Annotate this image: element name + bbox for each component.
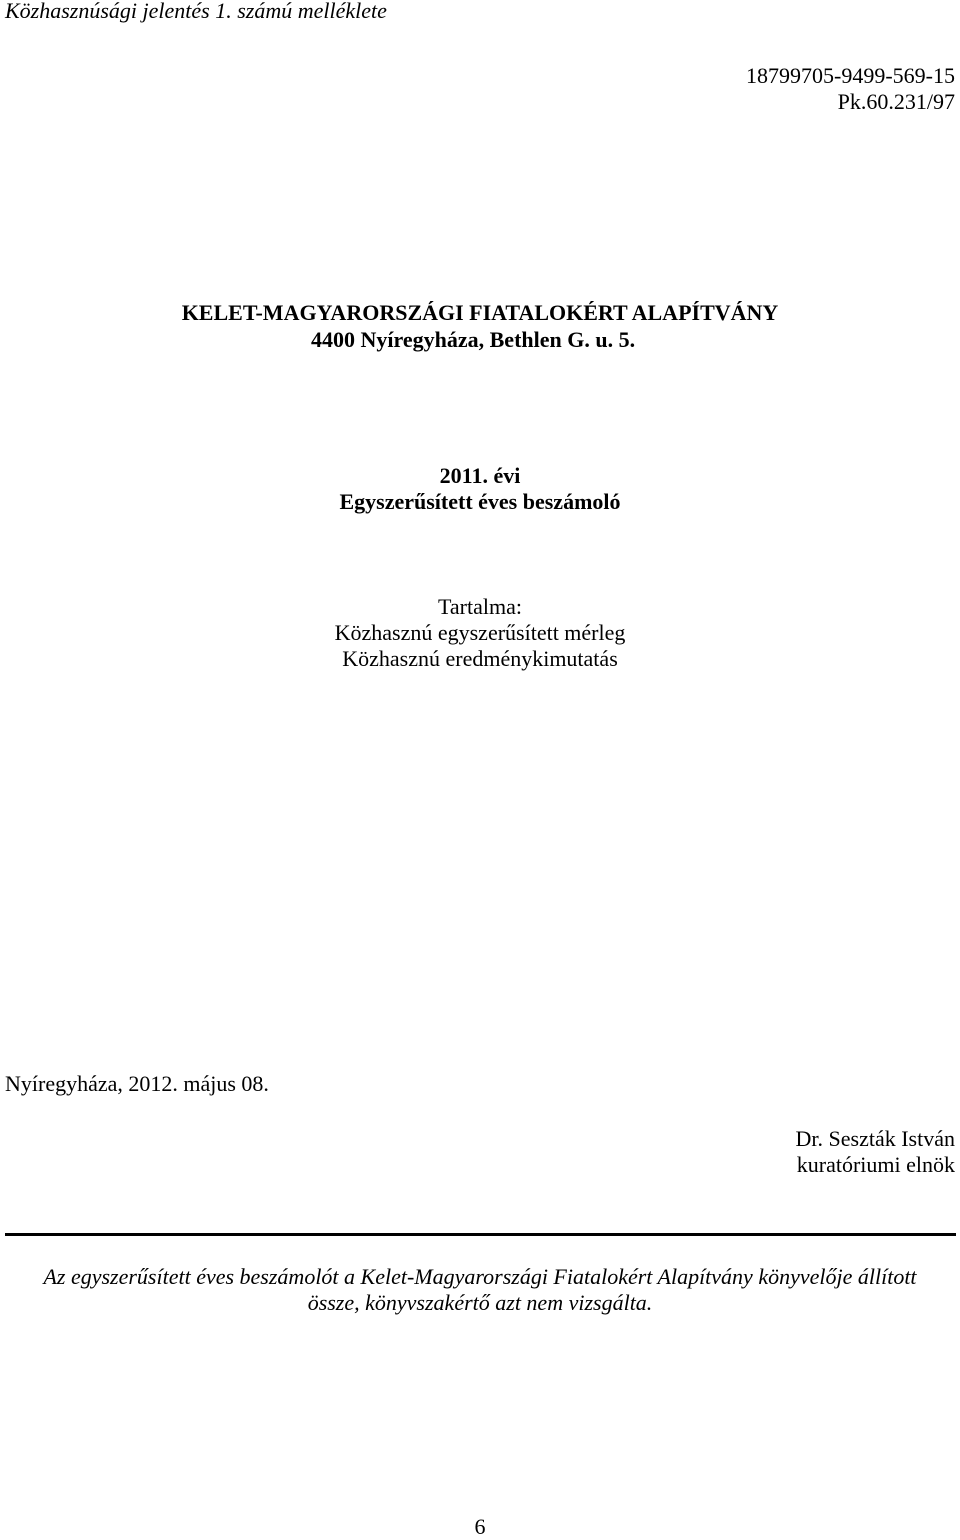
attachment-note: Közhasznúsági jelentés 1. számú melléklete <box>5 0 387 23</box>
organization-name: KELET-MAGYARORSZÁGI FIATALOKÉRT ALAPÍTVÁNY <box>181 300 779 325</box>
footnote-line: össze, könyvszakértő azt nem vizsgálta. <box>307 1290 653 1315</box>
signatory-role: kuratóriumi elnök <box>796 1152 955 1177</box>
place-date: Nyíregyháza, 2012. május 08. <box>5 1071 269 1096</box>
contents-item: Közhasznú eredménykimutatás <box>342 646 618 671</box>
report-year: 2011. évi <box>439 463 521 488</box>
organization-address: 4400 Nyíregyháza, Bethlen G. u. 5. <box>311 327 636 352</box>
page-number: 6 <box>474 1514 486 1539</box>
registry-number: 18799705-9499-569-15 <box>746 63 955 88</box>
footnote-divider <box>5 1233 956 1236</box>
signatory-name: Dr. Seszták István <box>795 1126 955 1151</box>
contents-heading: Tartalma: <box>438 594 522 619</box>
footnote-line: Az egyszerűsített éves beszámolót a Kelet-Magyarországi Fiatalokért Alapítvány könyvelője állított <box>43 1264 917 1289</box>
contents-item: Közhasznú egyszerűsített mérleg <box>334 620 626 645</box>
report-title: Egyszerűsített éves beszámoló <box>339 489 621 514</box>
case-number: Pk.60.231/97 <box>837 89 955 114</box>
